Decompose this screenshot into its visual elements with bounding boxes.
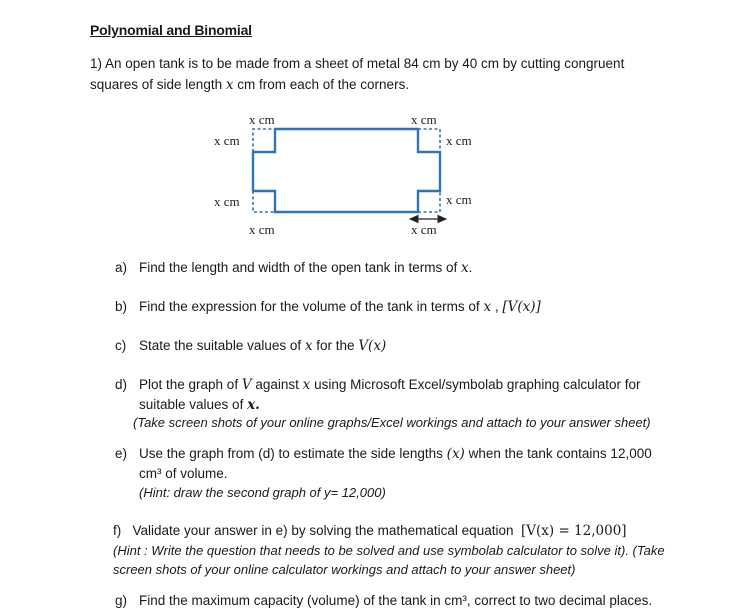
label-top-left: x cm xyxy=(249,112,275,127)
sheet-outline xyxy=(253,129,440,212)
part-b-sep: , xyxy=(491,299,499,314)
part-d xyxy=(115,375,725,433)
question-text-1: An open tank is to be made from a sheet of metal 84 cm by 40 cm by cutting congruent xyxy=(105,56,625,71)
part-c-letter: c) xyxy=(115,338,127,353)
part-e-line-2 xyxy=(139,464,724,483)
part-f-hint-1: (Hint : Write the question that needs to be solved and use symbolab calculator to solve it). (Take xyxy=(113,543,665,558)
question-number: 1) xyxy=(90,56,103,71)
part-a-letter: a) xyxy=(115,260,128,275)
part-e-line-1 xyxy=(139,444,724,464)
part-d-x: x xyxy=(302,377,311,393)
tank-net-diagram xyxy=(0,0,751,250)
part-b-expr: [V(x)] xyxy=(502,299,541,315)
part-c-mid: for the xyxy=(316,338,355,353)
part-d-hint: (Take screen shots of your online graphs/Excel workings and attach to your answer sheet) xyxy=(133,415,651,430)
part-e-letter: e) xyxy=(115,446,128,461)
corner-cut-lines xyxy=(253,129,440,212)
part-c-expr: V(x) xyxy=(358,338,387,354)
label-bottom-left: x cm xyxy=(249,222,275,237)
part-a-var: x xyxy=(460,260,469,276)
part-b-letter: b) xyxy=(115,299,128,314)
corner-dash-top-right xyxy=(418,129,440,152)
part-f-line-1 xyxy=(113,521,733,541)
part-e xyxy=(115,444,725,502)
label-left-top: x cm xyxy=(214,133,240,148)
part-d-post: using Microsoft Excel/symbolab graphing calculator for xyxy=(314,377,641,392)
part-d-line2-var: x. xyxy=(247,397,260,413)
part-f xyxy=(113,521,733,581)
part-b-var: x xyxy=(483,299,492,315)
part-c-body xyxy=(139,336,386,356)
question-var: x xyxy=(225,77,234,93)
question-text-2b: cm from each of the corners. xyxy=(237,77,410,92)
question-text-2a: squares of side length xyxy=(90,77,223,92)
part-e-body xyxy=(139,444,724,502)
part-d-letter: d) xyxy=(115,377,128,392)
part-c xyxy=(115,336,715,356)
corner-dash-bottom-left xyxy=(253,191,275,212)
corner-dash-bottom-right xyxy=(418,191,440,212)
part-e-hint: (Hint: draw the second graph of y= 12,000) xyxy=(139,485,386,500)
part-g xyxy=(115,591,725,611)
part-e-pre: Use the graph from (d) to estimate the side lengths xyxy=(139,446,443,461)
part-c-text: State the suitable values of xyxy=(139,338,302,353)
part-b-body xyxy=(139,297,541,317)
label-right-bottom: x cm xyxy=(446,192,472,207)
part-a xyxy=(115,258,715,278)
page-title: Polynomial and Binomial xyxy=(90,22,252,38)
label-right-top: x cm xyxy=(446,133,472,148)
part-a-body xyxy=(139,258,472,278)
part-d-mid: against xyxy=(255,377,299,392)
part-d-v: V xyxy=(241,377,252,393)
part-f-expr: [V(x) = 12,000] xyxy=(521,523,627,539)
part-b-text: Find the expression for the volume of the tank in terms of xyxy=(139,299,480,314)
part-e-line2: cm³ of volume. xyxy=(139,466,228,481)
part-c-var: x xyxy=(304,338,313,354)
part-a-text: Find the length and width of the open tank in terms of xyxy=(139,260,458,275)
corner-dash-top-left xyxy=(253,129,275,152)
part-d-line2: suitable values of xyxy=(139,397,244,412)
label-bottom-right: x cm xyxy=(411,222,437,237)
part-g-text: Find the maximum capacity (volume) of the tank in cm³, correct to two decimal places. xyxy=(139,593,653,608)
part-f-letter: f) xyxy=(113,523,122,538)
label-left-bottom: x cm xyxy=(214,194,240,209)
part-e-var: (x) xyxy=(446,446,465,462)
part-f-pre: Validate your answer in e) by solving the mathematical equation xyxy=(132,523,514,538)
part-e-post: when the tank contains 12,000 xyxy=(468,446,652,461)
part-d-body xyxy=(139,375,719,415)
part-d-line-1 xyxy=(139,375,719,395)
part-b xyxy=(115,297,715,317)
part-d-line-2 xyxy=(139,395,719,415)
part-g-letter: g) xyxy=(115,593,128,608)
part-a-end: . xyxy=(468,260,473,275)
part-d-pre: Plot the graph of xyxy=(139,377,239,392)
part-f-hint-2: screen shots of your online calculator workings and attach to your answer sheet) xyxy=(113,562,576,577)
label-top-right: x cm xyxy=(411,112,437,127)
